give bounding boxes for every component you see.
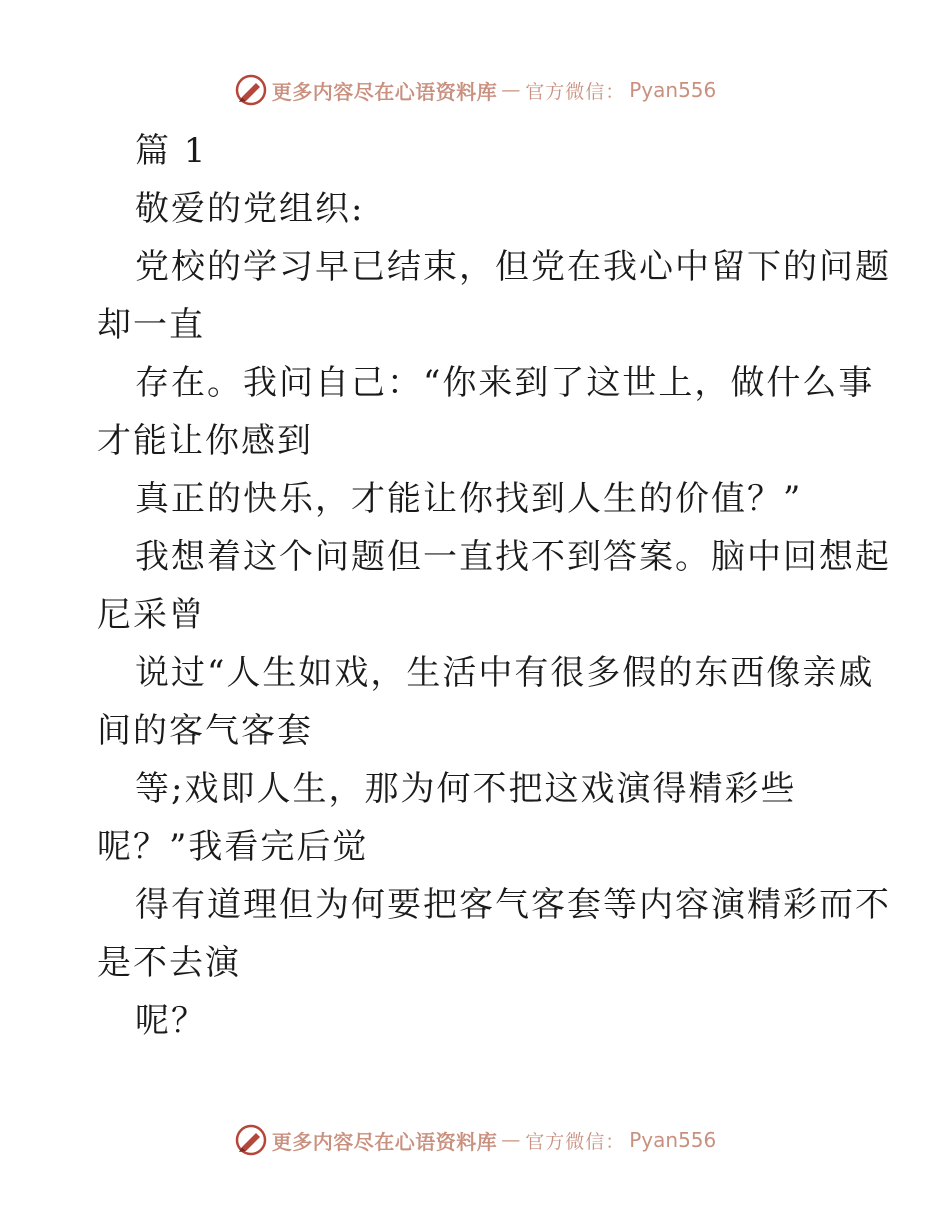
text-line: 说过“人生如戏，生活中有很多假的东西像亲戚 bbox=[135, 653, 875, 693]
text-line: 才能让你感到 bbox=[97, 421, 313, 461]
text-line: 等;戏即人生，那为何不把这戏演得精彩些 bbox=[135, 769, 797, 809]
text-line: 篇 1 bbox=[135, 131, 208, 171]
pen-logo-icon bbox=[234, 1123, 268, 1157]
text-line: 呢？”我看完后觉 bbox=[97, 827, 369, 867]
text-line: 尼采曾 bbox=[97, 595, 205, 635]
text-line: 真正的快乐，才能让你找到人生的价值？” bbox=[135, 479, 803, 519]
text-line: 存在。我问自己：“你来到了这世上，做什么事 bbox=[135, 363, 875, 403]
text-line: 却一直 bbox=[97, 305, 205, 345]
text-line: 敬爱的党组织: bbox=[135, 189, 365, 229]
banner-official-label: 官方微信： bbox=[525, 80, 626, 103]
banner-official-label: 官方微信： bbox=[525, 1130, 626, 1153]
text-line: 党校的学习早已结束，但党在我心中留下的问题 bbox=[135, 247, 891, 287]
footer-banner bbox=[0, 1120, 950, 1160]
banner-account: Pyan556 bbox=[629, 1128, 717, 1152]
document-body bbox=[97, 122, 891, 1050]
text-line: 得有道理但为何要把客气客套等内容演精彩而不 bbox=[135, 885, 891, 925]
pen-logo-icon bbox=[234, 73, 268, 107]
text-line: 是不去演 bbox=[97, 943, 241, 983]
banner-site-text: 更多内容尽在心语资料库 bbox=[271, 1129, 498, 1154]
banner-account: Pyan556 bbox=[629, 78, 717, 102]
text-line: 间的客气客套 bbox=[97, 711, 313, 751]
text-line: 我想着这个问题但一直找不到答案。脑中回想起 bbox=[135, 537, 891, 577]
banner-site-text: 更多内容尽在心语资料库 bbox=[271, 79, 498, 104]
header-banner bbox=[0, 70, 950, 110]
banner-dash: — bbox=[501, 1129, 522, 1151]
banner-dash: — bbox=[501, 79, 522, 101]
text-line: 呢？ bbox=[135, 1001, 207, 1041]
